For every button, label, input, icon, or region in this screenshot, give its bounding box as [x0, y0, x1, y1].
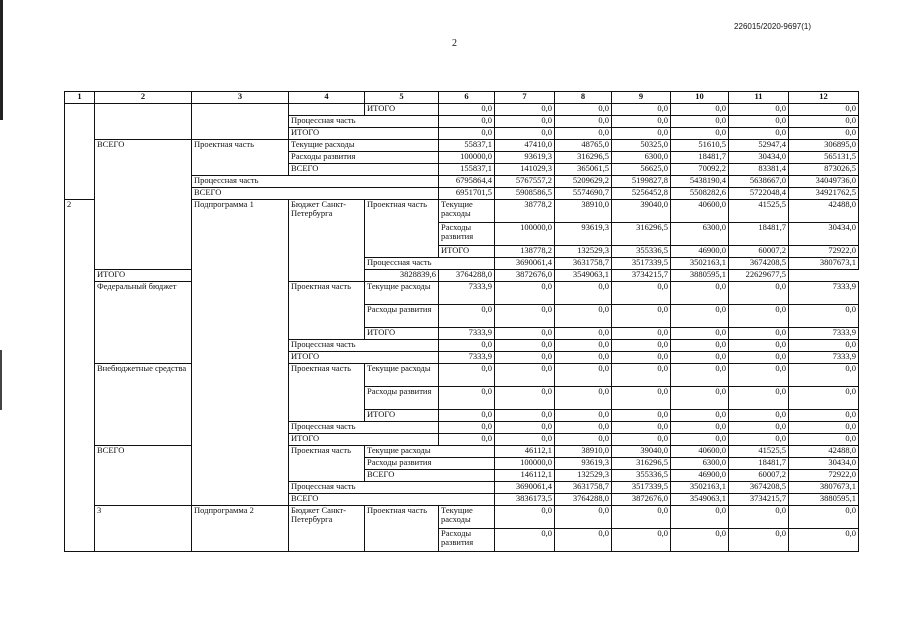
row-label: Проектная часть — [289, 364, 365, 422]
value-cell: 0,0 — [729, 529, 789, 552]
row-label: ИТОГО — [289, 434, 439, 446]
row-label: Проектная часть — [365, 200, 439, 258]
value-cell: 0,0 — [671, 352, 729, 364]
value-cell: 0,0 — [555, 104, 612, 116]
value-cell: 100000,0 — [439, 152, 495, 164]
value-cell: 0,0 — [555, 434, 612, 446]
document-id: 226015/2020-9697(1) — [734, 22, 811, 31]
column-header: 2 — [95, 92, 192, 104]
value-cell: 0,0 — [789, 387, 859, 410]
value-cell: 72922,0 — [789, 246, 859, 258]
value-cell: 0,0 — [555, 128, 612, 140]
value-cell: 7333,9 — [789, 352, 859, 364]
cell — [192, 104, 289, 140]
value-cell: 0,0 — [555, 352, 612, 364]
table-row — [65, 506, 859, 529]
value-cell: 138778,2 — [495, 246, 555, 258]
value-cell: 0,0 — [789, 128, 859, 140]
value-cell: 0,0 — [729, 328, 789, 340]
value-cell: 46112,1 — [495, 446, 555, 458]
value-cell: 34049736,0 — [789, 176, 859, 188]
value-cell: 0,0 — [789, 422, 859, 434]
value-cell: 3517339,5 — [612, 258, 671, 270]
value-cell: 0,0 — [555, 328, 612, 340]
value-cell: 39040,0 — [612, 200, 671, 223]
row-label: Проектная часть — [365, 506, 439, 552]
value-cell: 6795864,4 — [439, 176, 495, 188]
row-label: Проектная часть — [289, 446, 365, 482]
value-cell: 0,0 — [495, 352, 555, 364]
value-cell: 47410,0 — [495, 140, 555, 152]
value-cell: 3690061,4 — [495, 482, 555, 494]
scan-edge-mark — [0, 350, 2, 410]
value-cell: 55837,1 — [439, 140, 495, 152]
value-cell: 3502163,1 — [671, 258, 729, 270]
value-cell: 0,0 — [671, 116, 729, 128]
value-cell: 355336,5 — [612, 246, 671, 258]
value-cell: 0,0 — [439, 104, 495, 116]
value-cell: 5438190,4 — [671, 176, 729, 188]
column-header: 4 — [289, 92, 365, 104]
table-row — [65, 140, 859, 152]
value-cell: 93619,3 — [555, 223, 612, 246]
value-cell: 3549063,1 — [555, 270, 612, 282]
cell — [95, 104, 192, 140]
value-cell: 0,0 — [439, 434, 495, 446]
row-label: Текущие расходы — [365, 446, 495, 458]
value-cell: 3764288,0 — [555, 494, 612, 506]
value-cell: 0,0 — [612, 282, 671, 305]
value-cell: 0,0 — [495, 328, 555, 340]
row-number: 3 — [95, 506, 192, 552]
value-cell: 93619,3 — [495, 152, 555, 164]
value-cell: 6300,0 — [671, 223, 729, 246]
value-cell: 0,0 — [555, 422, 612, 434]
value-cell: 0,0 — [729, 116, 789, 128]
row-label: Текущие расходы — [365, 282, 439, 305]
value-cell: 50325,0 — [612, 140, 671, 152]
row-label: ИТОГО — [365, 328, 439, 340]
row-label: Бюджет Санкт-Петербурга — [289, 506, 365, 552]
value-cell: 0,0 — [729, 305, 789, 328]
value-cell: 30434,0 — [729, 152, 789, 164]
cell — [289, 104, 365, 116]
value-cell: 0,0 — [439, 340, 495, 352]
value-cell: 0,0 — [495, 529, 555, 552]
row-label: Текущие расходы — [439, 200, 495, 223]
value-cell: 5256452,8 — [612, 188, 671, 200]
value-cell: 30434,0 — [789, 223, 859, 246]
value-cell: 0,0 — [671, 305, 729, 328]
value-cell: 100000,0 — [495, 223, 555, 246]
value-cell: 0,0 — [495, 305, 555, 328]
column-header: 5 — [365, 92, 439, 104]
value-cell: 5199827,8 — [612, 176, 671, 188]
value-cell: 60007,2 — [729, 246, 789, 258]
column-header: 11 — [729, 92, 789, 104]
value-cell: 0,0 — [495, 128, 555, 140]
value-cell: 0,0 — [439, 364, 495, 387]
value-cell: 365061,5 — [555, 164, 612, 176]
value-cell: 0,0 — [555, 116, 612, 128]
row-label: Внебюджетные средства — [95, 364, 192, 446]
row-label: Процессная часть — [365, 258, 495, 270]
value-cell: 5722048,4 — [729, 188, 789, 200]
value-cell: 0,0 — [495, 340, 555, 352]
value-cell: 39040,0 — [612, 446, 671, 458]
value-cell: 873026,5 — [789, 164, 859, 176]
row-label: Текущие расходы — [365, 364, 439, 387]
value-cell: 0,0 — [729, 282, 789, 305]
value-cell: 316296,5 — [612, 458, 671, 470]
row-label: ВСЕГО — [289, 164, 439, 176]
value-cell: 0,0 — [439, 387, 495, 410]
value-cell: 7333,9 — [789, 282, 859, 305]
value-cell: 7333,9 — [439, 328, 495, 340]
value-cell: 40600,0 — [671, 446, 729, 458]
value-cell: 41525,5 — [729, 200, 789, 223]
table-row — [65, 270, 859, 282]
value-cell: 3674208,5 — [729, 482, 789, 494]
value-cell: 3631758,7 — [555, 258, 612, 270]
value-cell: 7333,9 — [439, 352, 495, 364]
value-cell: 0,0 — [495, 410, 555, 422]
value-cell: 38778,2 — [495, 200, 555, 223]
value-cell: 18481,7 — [729, 458, 789, 470]
value-cell: 3734215,7 — [729, 494, 789, 506]
value-cell: 0,0 — [612, 128, 671, 140]
value-cell: 3734215,7 — [612, 270, 671, 282]
value-cell: 0,0 — [612, 328, 671, 340]
value-cell: 48765,0 — [555, 140, 612, 152]
value-cell: 3880595,1 — [671, 270, 729, 282]
value-cell: 0,0 — [555, 340, 612, 352]
value-cell: 18481,7 — [671, 152, 729, 164]
value-cell: 0,0 — [729, 434, 789, 446]
value-cell: 0,0 — [555, 305, 612, 328]
value-cell: 0,0 — [789, 529, 859, 552]
value-cell: 5908586,5 — [495, 188, 555, 200]
value-cell: 0,0 — [495, 506, 555, 529]
row-label: Процессная часть — [289, 482, 495, 494]
value-cell: 30434,0 — [789, 458, 859, 470]
value-cell: 316296,5 — [555, 152, 612, 164]
value-cell: 0,0 — [495, 364, 555, 387]
value-cell: 34921762,5 — [789, 188, 859, 200]
value-cell: 0,0 — [612, 506, 671, 529]
value-cell: 0,0 — [555, 282, 612, 305]
value-cell: 155837,1 — [439, 164, 495, 176]
column-header: 12 — [789, 92, 859, 104]
value-cell: 0,0 — [671, 104, 729, 116]
value-cell: 3807673,1 — [789, 258, 859, 270]
value-cell: 0,0 — [671, 340, 729, 352]
value-cell: 3764288,0 — [439, 270, 495, 282]
value-cell: 22629677,5 — [729, 270, 789, 282]
value-cell: 0,0 — [612, 305, 671, 328]
row-label: Процессная часть — [192, 176, 439, 188]
row-label: ИТОГО — [289, 352, 439, 364]
row-label: ИТОГО — [365, 410, 439, 422]
value-cell: 355336,5 — [612, 470, 671, 482]
value-cell: 0,0 — [789, 305, 859, 328]
value-cell: 306895,0 — [789, 140, 859, 152]
column-header: 9 — [612, 92, 671, 104]
value-cell: 0,0 — [789, 364, 859, 387]
value-cell: 0,0 — [671, 128, 729, 140]
value-cell: 0,0 — [612, 104, 671, 116]
value-cell: 0,0 — [671, 364, 729, 387]
value-cell: 0,0 — [789, 434, 859, 446]
value-cell: 0,0 — [612, 364, 671, 387]
value-cell: 0,0 — [555, 506, 612, 529]
value-cell: 316296,5 — [612, 223, 671, 246]
table-row — [65, 282, 859, 305]
value-cell: 42488,0 — [789, 446, 859, 458]
value-cell: 0,0 — [612, 352, 671, 364]
column-header: 6 — [439, 92, 495, 104]
row-label: Расходы развития — [365, 305, 439, 328]
row-label: Проектная часть — [289, 282, 365, 340]
value-cell: 0,0 — [495, 434, 555, 446]
row-label: Расходы развития — [365, 458, 495, 470]
value-cell: 3828839,6 — [365, 270, 439, 282]
value-cell: 7333,9 — [789, 328, 859, 340]
value-cell: 6951701,5 — [439, 188, 495, 200]
table-row — [65, 104, 859, 116]
value-cell: 0,0 — [671, 422, 729, 434]
value-cell: 0,0 — [729, 364, 789, 387]
value-cell: 5638667,0 — [729, 176, 789, 188]
row-label: Проектная часть — [192, 140, 289, 176]
value-cell: 41525,5 — [729, 446, 789, 458]
value-cell: 93619,3 — [555, 458, 612, 470]
row-label: Расходы развития — [439, 223, 495, 246]
value-cell: 0,0 — [671, 529, 729, 552]
cell — [65, 104, 95, 200]
table-row — [65, 446, 859, 458]
column-header: 8 — [555, 92, 612, 104]
table-header-row — [65, 92, 859, 104]
value-cell: 3872676,0 — [612, 494, 671, 506]
value-cell: 0,0 — [789, 116, 859, 128]
value-cell: 46900,0 — [671, 470, 729, 482]
value-cell: 3836173,5 — [495, 494, 555, 506]
value-cell: 18481,7 — [729, 223, 789, 246]
value-cell: 0,0 — [495, 104, 555, 116]
value-cell: 0,0 — [789, 506, 859, 529]
value-cell: 42488,0 — [789, 200, 859, 223]
value-cell: 0,0 — [495, 116, 555, 128]
value-cell: 72922,0 — [789, 470, 859, 482]
row-label: ВСЕГО — [289, 494, 495, 506]
value-cell: 3872676,0 — [495, 270, 555, 282]
column-header: 3 — [192, 92, 289, 104]
scan-edge-mark — [0, 0, 3, 120]
column-header: 10 — [671, 92, 729, 104]
row-label: Процессная часть — [289, 116, 439, 128]
row-label: Процессная часть — [289, 340, 439, 352]
value-cell: 3517339,5 — [612, 482, 671, 494]
value-cell: 5767557,2 — [495, 176, 555, 188]
row-label: ИТОГО — [289, 128, 439, 140]
value-cell: 0,0 — [555, 410, 612, 422]
value-cell: 3549063,1 — [671, 494, 729, 506]
value-cell: 565131,5 — [789, 152, 859, 164]
value-cell: 5209629,2 — [555, 176, 612, 188]
value-cell: 40600,0 — [671, 200, 729, 223]
value-cell: 51610,5 — [671, 140, 729, 152]
value-cell: 5508282,6 — [671, 188, 729, 200]
value-cell: 5574690,7 — [555, 188, 612, 200]
value-cell: 0,0 — [612, 410, 671, 422]
row-label: ИТОГО — [439, 246, 495, 258]
row-label: ИТОГО — [365, 104, 439, 116]
value-cell: 0,0 — [729, 104, 789, 116]
value-cell: 0,0 — [671, 506, 729, 529]
row-label: Расходы развития — [439, 529, 495, 552]
value-cell: 3674208,5 — [729, 258, 789, 270]
row-label: ИТОГО — [95, 270, 289, 282]
value-cell: 0,0 — [671, 410, 729, 422]
value-cell: 0,0 — [671, 387, 729, 410]
value-cell: 38910,0 — [555, 446, 612, 458]
value-cell: 0,0 — [439, 128, 495, 140]
row-label: Расходы развития — [365, 387, 439, 410]
row-label: Федеральный бюджет — [95, 282, 192, 364]
value-cell: 60007,2 — [729, 470, 789, 482]
value-cell: 0,0 — [555, 364, 612, 387]
value-cell: 146112,1 — [495, 470, 555, 482]
value-cell: 3880595,1 — [789, 494, 859, 506]
row-label: ВСЕГО — [192, 188, 439, 200]
row-label: Текущие расходы — [289, 140, 439, 152]
value-cell: 0,0 — [439, 116, 495, 128]
row-label: Расходы развития — [289, 152, 439, 164]
value-cell: 0,0 — [495, 387, 555, 410]
value-cell: 0,0 — [671, 328, 729, 340]
value-cell: 6300,0 — [612, 152, 671, 164]
value-cell: 0,0 — [671, 434, 729, 446]
value-cell: 7333,9 — [439, 282, 495, 305]
value-cell: 0,0 — [612, 422, 671, 434]
value-cell: 0,0 — [789, 104, 859, 116]
table-row — [65, 364, 859, 387]
value-cell: 6300,0 — [671, 458, 729, 470]
column-header: 7 — [495, 92, 555, 104]
value-cell: 0,0 — [729, 410, 789, 422]
value-cell: 83381,4 — [729, 164, 789, 176]
value-cell: 38910,0 — [555, 200, 612, 223]
value-cell: 3502163,1 — [671, 482, 729, 494]
value-cell: 0,0 — [439, 305, 495, 328]
value-cell: 0,0 — [495, 282, 555, 305]
value-cell: 3690061,4 — [495, 258, 555, 270]
row-label: Текущие расходы — [439, 506, 495, 529]
row-number: 2 — [65, 200, 95, 552]
value-cell: 0,0 — [729, 128, 789, 140]
value-cell: 0,0 — [439, 422, 495, 434]
value-cell: 0,0 — [729, 506, 789, 529]
value-cell: 0,0 — [439, 410, 495, 422]
row-label: ВСЕГО — [95, 446, 192, 506]
value-cell: 0,0 — [729, 422, 789, 434]
value-cell: 0,0 — [612, 529, 671, 552]
value-cell: 0,0 — [729, 387, 789, 410]
row-label: Бюджет Санкт-Петербурга — [289, 200, 365, 282]
value-cell: 0,0 — [555, 387, 612, 410]
value-cell: 0,0 — [729, 340, 789, 352]
value-cell: 0,0 — [495, 422, 555, 434]
value-cell: 52947,4 — [729, 140, 789, 152]
value-cell: 3631758,7 — [555, 482, 612, 494]
page-number: 2 — [452, 38, 457, 49]
row-label: ВСЕГО — [95, 140, 192, 270]
value-cell: 141029,3 — [495, 164, 555, 176]
row-label: Процессная часть — [289, 422, 439, 434]
row-label: Подпрограмма 2 — [192, 506, 289, 552]
row-label: ВСЕГО — [365, 470, 495, 482]
value-cell: 3807673,1 — [789, 482, 859, 494]
value-cell: 0,0 — [789, 410, 859, 422]
value-cell: 0,0 — [555, 529, 612, 552]
value-cell: 0,0 — [671, 282, 729, 305]
value-cell: 132529,3 — [555, 246, 612, 258]
value-cell: 100000,0 — [495, 458, 555, 470]
budget-table — [64, 91, 859, 552]
column-header: 1 — [65, 92, 95, 104]
value-cell: 0,0 — [789, 340, 859, 352]
value-cell: 0,0 — [612, 387, 671, 410]
value-cell: 0,0 — [612, 116, 671, 128]
value-cell: 132529,3 — [555, 470, 612, 482]
value-cell: 70092,2 — [671, 164, 729, 176]
value-cell: 46900,0 — [671, 246, 729, 258]
value-cell: 0,0 — [729, 352, 789, 364]
row-label: Подпрограмма 1 — [192, 200, 289, 506]
value-cell: 0,0 — [612, 340, 671, 352]
value-cell: 56625,0 — [612, 164, 671, 176]
value-cell: 0,0 — [612, 434, 671, 446]
